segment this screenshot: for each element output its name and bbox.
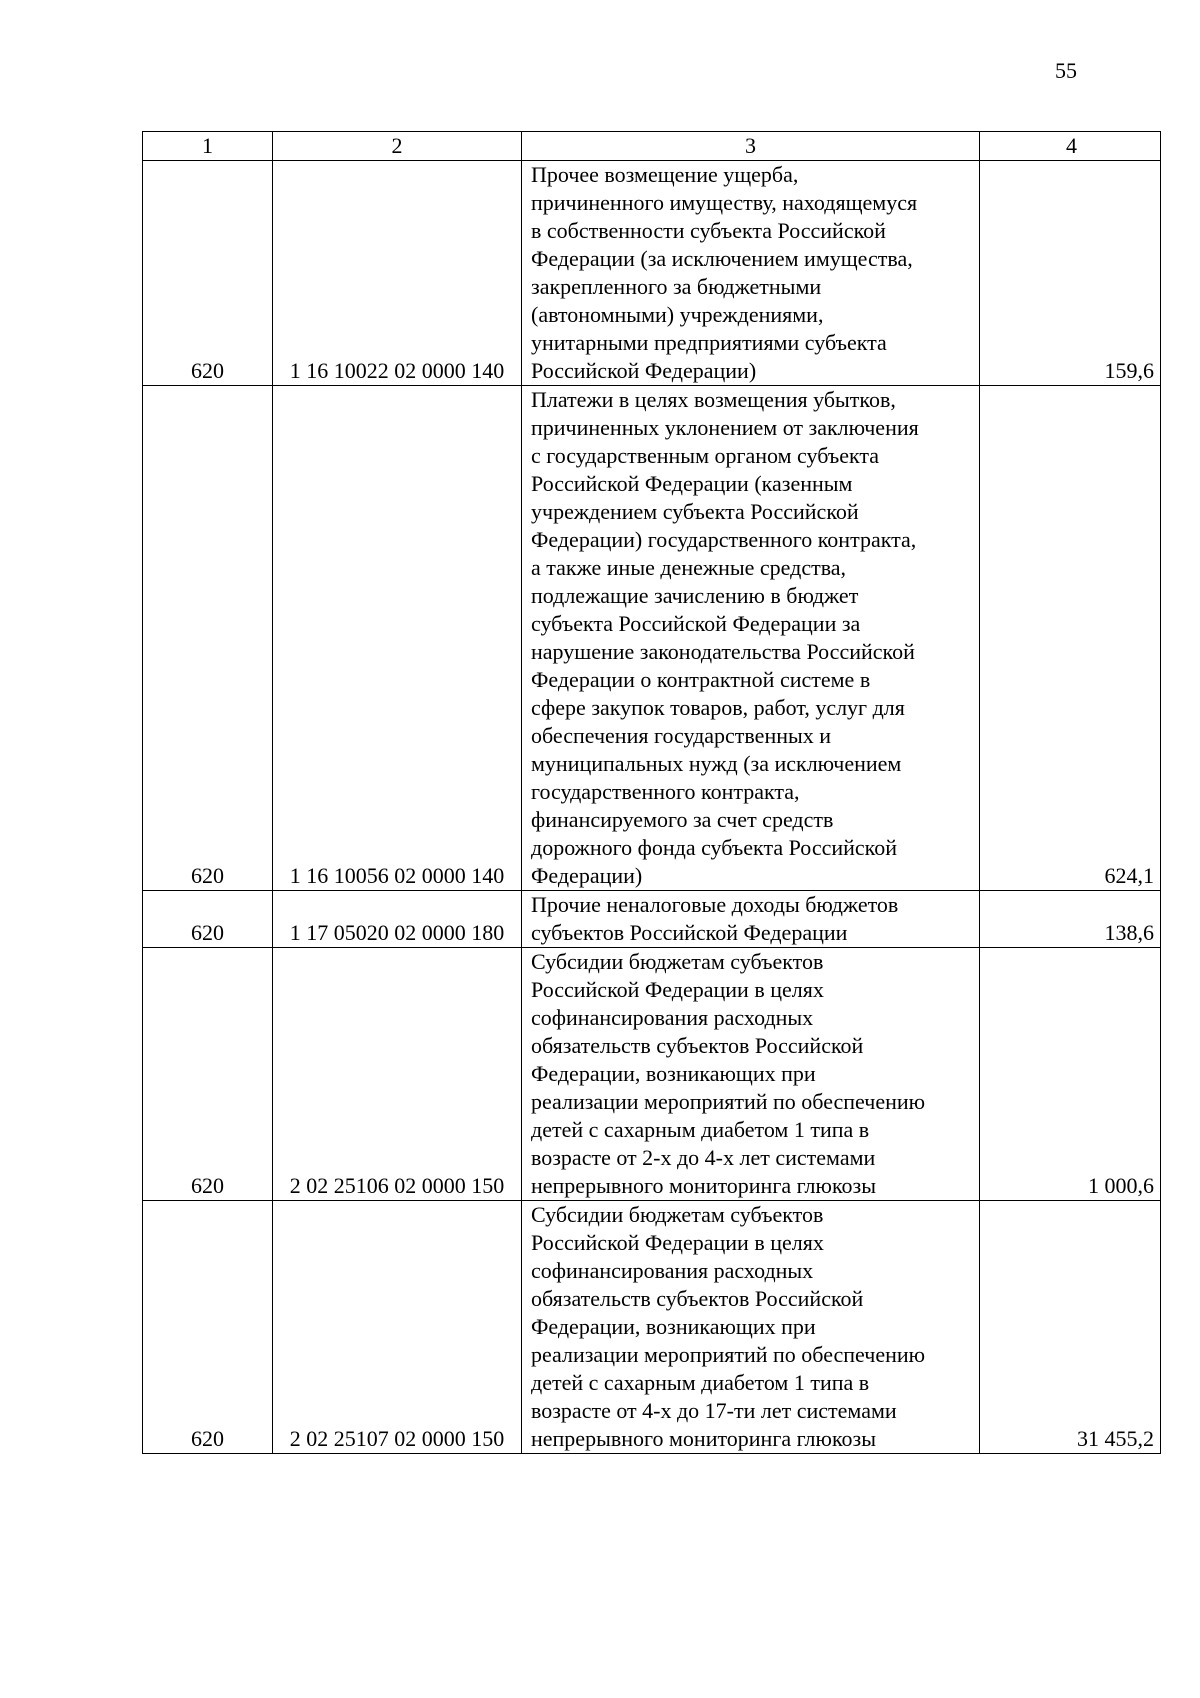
description-line: детей с сахарным диабетом 1 типа в — [531, 1117, 870, 1142]
description-line: Федерации, возникающих при — [531, 1314, 816, 1339]
description-cell — [522, 1201, 980, 1454]
description-line: софинансирования расходных — [531, 1005, 814, 1030]
description-line: Субсидии бюджетам субъектов — [531, 1202, 824, 1227]
description-line: возрасте от 2-х до 4-х лет системами — [531, 1145, 876, 1170]
header-col-2: 2 — [273, 132, 522, 161]
description-line: софинансирования расходных — [531, 1258, 814, 1283]
description-cell — [522, 386, 980, 891]
page-number: 55 — [1055, 58, 1077, 83]
kbk-code-cell: 1 16 10056 02 0000 140 — [273, 386, 522, 891]
amount-cell: 624,1 — [980, 386, 1161, 891]
description-line: Российской Федерации) — [531, 358, 757, 383]
admin-code-cell: 620 — [143, 1201, 273, 1454]
description-line: Субсидии бюджетам субъектов — [531, 949, 824, 974]
description-cell — [522, 948, 980, 1201]
description-line: нарушение законодательства Российской — [531, 639, 915, 664]
description-line: возрасте от 4-х до 17-ти лет системами — [531, 1398, 897, 1423]
description-line: Прочее возмещение ущерба, — [531, 162, 799, 187]
description-line: Прочие неналоговые доходы бюджетов — [531, 892, 899, 917]
description-line: государственного контракта, — [531, 779, 800, 804]
description-line: Федерации) государственного контракта, — [531, 527, 917, 552]
description-line: Федерации) — [531, 863, 643, 888]
description-line: а также иные денежные средства, — [531, 555, 847, 580]
description-line: непрерывного мониторинга глюкозы — [531, 1173, 876, 1198]
description-line: обеспечения государственных и — [531, 723, 832, 748]
description-cell — [522, 161, 980, 386]
kbk-code-cell: 2 02 25107 02 0000 150 — [273, 1201, 522, 1454]
table-row — [143, 891, 1161, 948]
description-line: обязательств субъектов Российской — [531, 1286, 864, 1311]
amount-cell: 138,6 — [980, 891, 1161, 948]
table-header-row — [143, 132, 1161, 161]
description-line: в собственности субъекта Российской — [531, 218, 886, 243]
description-line: непрерывного мониторинга глюкозы — [531, 1426, 876, 1451]
description-line: детей с сахарным диабетом 1 типа в — [531, 1370, 870, 1395]
description-line: Российской Федерации в целях — [531, 977, 824, 1002]
description-line: муниципальных нужд (за исключением — [531, 751, 902, 776]
description-line: подлежащие зачислению в бюджет — [531, 583, 859, 608]
description-line: финансируемого за счет средств — [531, 807, 834, 832]
description-line: Российской Федерации (казенным — [531, 471, 853, 496]
description-line: учреждением субъекта Российской — [531, 499, 859, 524]
table-row — [143, 1201, 1161, 1454]
admin-code-cell: 620 — [143, 891, 273, 948]
description-line: Федерации (за исключением имущества, — [531, 246, 913, 271]
description-line: обязательств субъектов Российской — [531, 1033, 864, 1058]
table-body — [143, 132, 1161, 1454]
description-line: субъектов Российской Федерации — [531, 920, 848, 945]
amount-cell: 159,6 — [980, 161, 1161, 386]
header-col-3: 3 — [522, 132, 980, 161]
kbk-code-cell: 2 02 25106 02 0000 150 — [273, 948, 522, 1201]
description-line: закрепленного за бюджетными — [531, 274, 822, 299]
description-line: субъекта Российской Федерации за — [531, 611, 861, 636]
header-col-1: 1 — [143, 132, 273, 161]
description-line: (автономными) учреждениями, — [531, 302, 824, 327]
amount-cell: 31 455,2 — [980, 1201, 1161, 1454]
kbk-code-cell: 1 17 05020 02 0000 180 — [273, 891, 522, 948]
amount-cell: 1 000,6 — [980, 948, 1161, 1201]
description-line: реализации мероприятий по обеспечению — [531, 1089, 926, 1114]
admin-code-cell: 620 — [143, 386, 273, 891]
description-line: унитарными предприятиями субъекта — [531, 330, 887, 355]
description-line: Платежи в целях возмещения убытков, — [531, 387, 896, 412]
description-line: сфере закупок товаров, работ, услуг для — [531, 695, 905, 720]
description-line: реализации мероприятий по обеспечению — [531, 1342, 926, 1367]
description-line: причиненных уклонением от заключения — [531, 415, 919, 440]
description-line: дорожного фонда субъекта Российской — [531, 835, 898, 860]
description-line: Федерации, возникающих при — [531, 1061, 816, 1086]
header-col-4: 4 — [980, 132, 1161, 161]
description-line: Федерации о контрактной системе в — [531, 667, 871, 692]
table-row — [143, 161, 1161, 386]
description-cell — [522, 891, 980, 948]
budget-table — [142, 131, 1161, 1454]
admin-code-cell: 620 — [143, 161, 273, 386]
description-line: причиненного имуществу, находящемуся — [531, 190, 918, 215]
description-line: с государственным органом субъекта — [531, 443, 880, 468]
table-row — [143, 948, 1161, 1201]
admin-code-cell: 620 — [143, 948, 273, 1201]
table-row — [143, 386, 1161, 891]
description-line: Российской Федерации в целях — [531, 1230, 824, 1255]
kbk-code-cell: 1 16 10022 02 0000 140 — [273, 161, 522, 386]
